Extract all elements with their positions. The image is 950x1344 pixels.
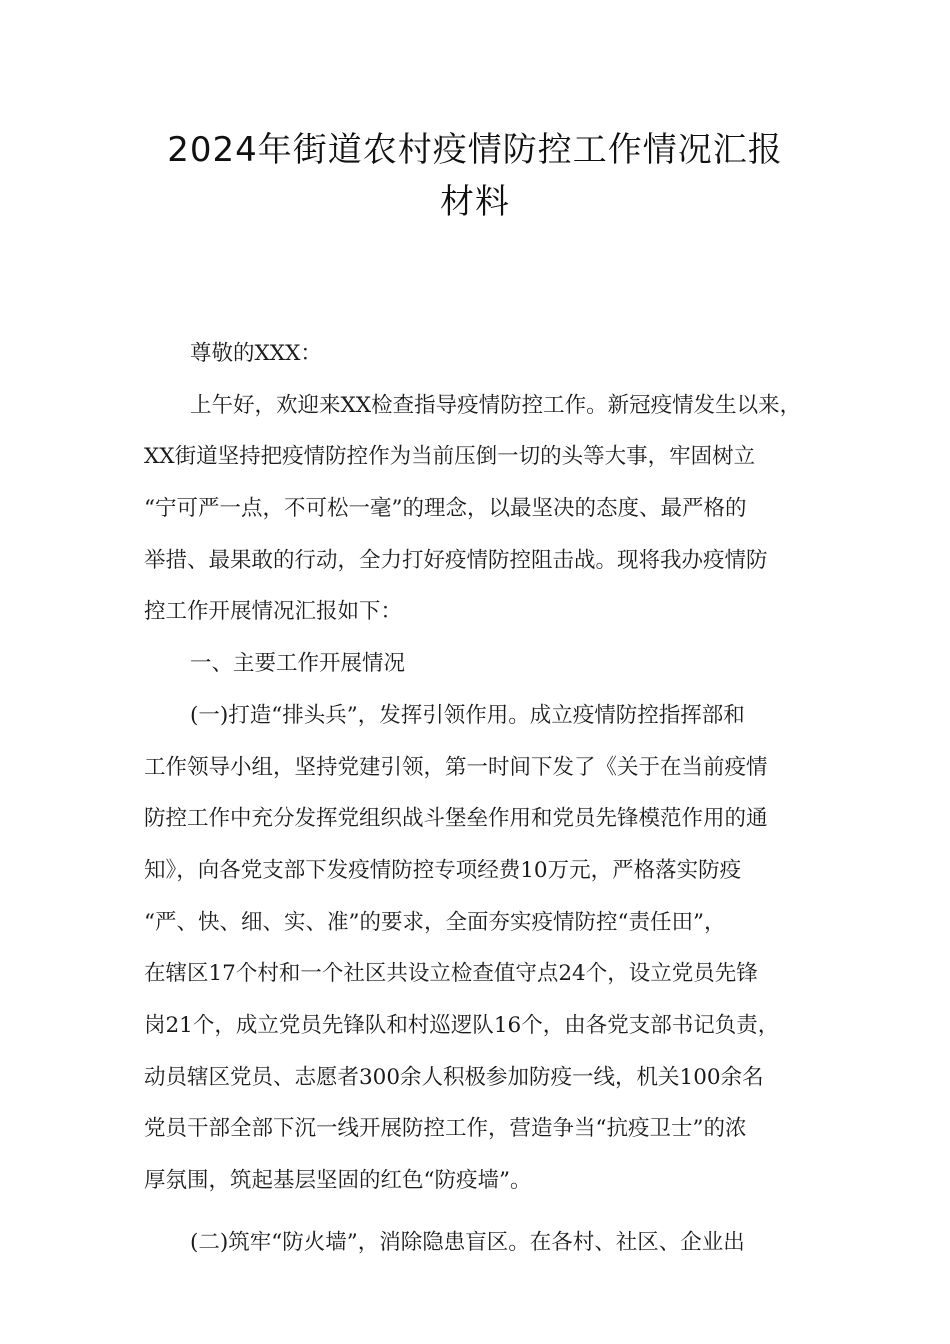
paragraph-line: 知》，向各党支部下发疫情防控专项经费10万元，严格落实防疫 [144,857,742,883]
title-line-2: 材料 [440,182,510,222]
paragraph-line: (二)筑牢“防火墙”，消除隐患盲区。在各村、社区、企业出 [190,1229,745,1255]
paragraph-gap [144,1207,834,1217]
paragraph-line: “严、快、细、实、准”的要求，全面夯实疫情防控“责任田”， [144,909,726,935]
paragraph-line: 工作领导小组，坚持党建引领，第一时间下发了《关于在当前疫情 [144,754,768,780]
document-body [144,328,834,1268]
paragraph-line: 在辖区17个村和一个社区共设立检查值守点24个，设立党员先锋 [144,961,758,987]
paragraph-line: 上午好，欢迎来XX检查指导疫情防控工作。新冠疫情发生以来， [190,392,802,418]
paragraph-line: 动员辖区党员、志愿者300余人积极参加防疫一线，机关100余名 [144,1064,764,1090]
section-heading: 一、主要工作开展情况 [190,651,406,677]
paragraph-line: (一)打造“排头兵”，发挥引领作用。成立疫情防控指挥部和 [190,702,745,728]
salutation: 尊敬的XXX： [190,341,322,366]
paragraph-line: 党员干部全部下沉一线开展防控工作，营造争当“抗疫卫士”的浓 [144,1116,747,1142]
paragraph-line: “宁可严一点，不可松一毫”的理念，以最坚决的态度、最严格的 [144,496,747,522]
title-line-1: 2024年街道农村疫情防控工作情况汇报 [167,130,783,170]
paragraph-line: 厚氛围，筑起基层坚固的红色“防疫墙”。 [144,1168,532,1193]
paragraph-line: 控工作开展情况汇报如下： [144,599,403,625]
paragraph-line: 举措、最果敢的行动，全力打好疫情防控阻击战。现将我办疫情防 [144,547,768,573]
paragraph-line: 岗21个，成立党员先锋队和村巡逻队16个，由各党支部书记负责， [144,1012,780,1038]
paragraph-line: XX街道坚持把疫情防控作为当前压倒一切的头等大事，牢固树立 [144,444,756,470]
document-title [0,124,950,228]
paragraph-line: 防控工作中充分发挥党组织战斗堡垒作用和党员先锋模范作用的通 [144,806,768,832]
